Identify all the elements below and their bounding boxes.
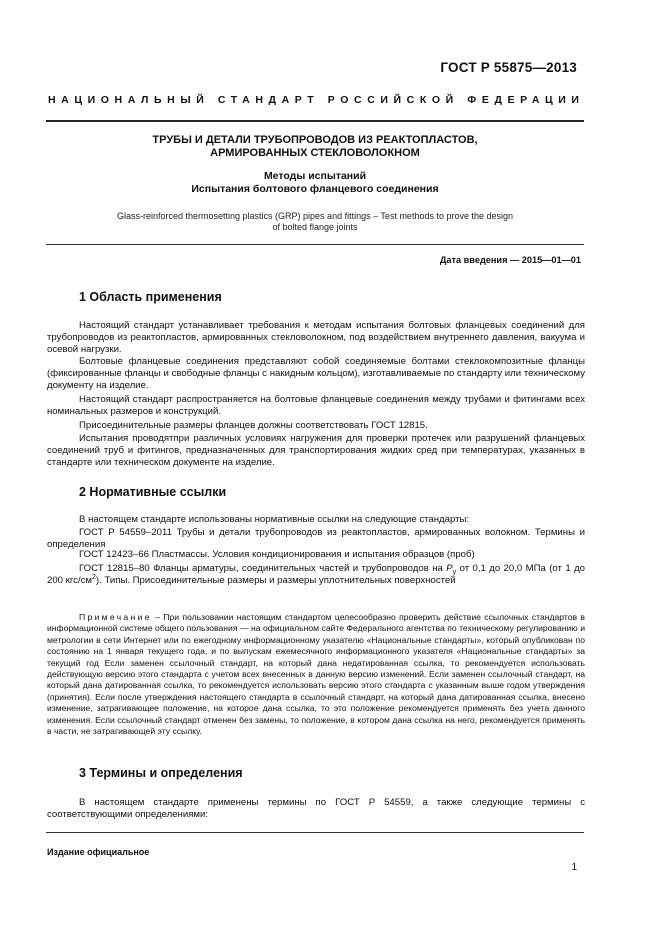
header-divider: [46, 120, 584, 122]
normative-reference: ГОСТ 12423–66 Пластмассы. Условия кондиционирования и испытания образцов (проб): [79, 549, 475, 560]
methods-title: Методы испытаний: [263, 170, 367, 182]
document-subtitle: Испытания болтового фланцевого соединения: [191, 183, 439, 195]
normative-reference: ГОСТ 12815–80 Фланцы арматуры, соединительных частей и трубопроводов на $P_у$ от 0,1 до 20,0 МПа (от 1 до 200 кгс/$см^2$). Типы. Присоединительные размеры и размеры уплотнительных поверхностей: [47, 563, 586, 586]
section-1-paragraph: Настоящий стандарт устанавливает требования к методам испытания болтовых фланцевых соединений для трубопроводов из реактопластов, армированных стекловолокном, под воздействием внутреннего давления, вакуума и осевой нагрузки.: [47, 320, 585, 355]
section-3-heading: 3 Термины и определения: [79, 766, 243, 780]
section-1-paragraph: Настоящий стандарт распространяется на болтовые фланцевые соединения между трубами и фитингами всех номинальных размеров и конструкций.: [47, 394, 585, 417]
normative-reference: ГОСТ Р 54559–2011 Трубы и детали трубопроводов из реактопластов, армированных волокном. Термины и определения: [47, 527, 585, 550]
footer-divider: [46, 832, 584, 833]
english-title-line-1: Glass-reinforced thermosetting plastics (GRP) pipes and fittings – Test methods to prove the design: [116, 211, 514, 221]
national-standard-banner: НАЦИОНАЛЬНЫЙ СТАНДАРТ РОССИЙСКОЙ ФЕДЕРАЦИИ: [48, 94, 585, 106]
section-1-paragraph: Болтовые фланцевые соединения представляют собой соединяемые болтами стеклокомпозитные фланцы (фиксированные фланцы и свободные фланцы с накидным кольцом), изготавливаемые по стандарту или техническому документу на изделие.: [47, 356, 585, 391]
section-1-paragraph: Испытания проводятпри различных условиях нагружения для проверки протечек или разрушений фланцевых соединений труб и фитингов, предназначенных для транспортирования жидких сред при температурах, указанных в стандарте или техническом документе на изделие.: [47, 433, 585, 468]
section-3-paragraph: В настоящем стандарте применены термины по ГОСТ Р 54559, а также следующие термины с соответствующими определениями:: [47, 797, 585, 820]
page-number: 1: [571, 862, 577, 873]
section-1-heading: 1 Область применения: [79, 290, 222, 304]
title-line-2: АРМИРОВАННЫХ СТЕКЛОВОЛОКНОМ: [210, 147, 420, 159]
standard-number: ГОСТ Р 55875—2013: [440, 60, 577, 75]
official-edition-label: Издание официальное: [47, 847, 150, 857]
section-2-heading: 2 Нормативные ссылки: [79, 485, 227, 499]
section-2-paragraph: В настоящем стандарте использованы нормативные ссылки на следующие стандарты:: [79, 514, 470, 525]
section-1-paragraph: Присоединительные размеры фланцев должны соответствовать ГОСТ 12815.: [79, 420, 428, 431]
title-line-1: ТРУБЫ И ДЕТАЛИ ТРУБОПРОВОДОВ ИЗ РЕАКТОПЛАСТОВ,: [152, 134, 478, 146]
note-label: Примечание: [79, 612, 152, 622]
introduction-date: Дата введения — 2015—01—01: [439, 255, 581, 265]
note-block: Примечание – При пользовании настоящим стандартом целесообразно проверить действие ссылочных стандартов в информационной системе общего пользования — на официальном сайте Федерального агентства по техническому регулированию и метрологии в сети Интернет или по ежегодному информационному указателю «Национальные стандарты», который опубликован по состоянию на 1 января текущего года, и по выпускам ежемесячного информационного указателя «Национальные стандарты» за текущий год Если заменен ссылочный стандарт, на который дана недатированная ссылка, то рекомендуется использовать действующую версию этого стандарта с учетом всех внесенных в данную версию изменений. Если заменен ссылочный стандарт, на который дана датированная ссылка, то рекомендуется использовать версию этого стандарта с указанным выше годом утверждения (принятия). Если после утверждения настоящего стандарта в ссылочный стандарт, на который дана датированная ссылка, внесено изменение, затрагивающее положение, на которое дана ссылка, то это положение рекомендуется применять без учета данного изменения. Если ссылочный стандарт отменен без замены, то положение, в котором дана ссылка на него, рекомендуется применять в части, не затрагивающей эту ссылку.: [47, 612, 585, 737]
title-divider: [46, 244, 584, 245]
english-title-line-2: of bolted flange joints: [272, 222, 358, 232]
